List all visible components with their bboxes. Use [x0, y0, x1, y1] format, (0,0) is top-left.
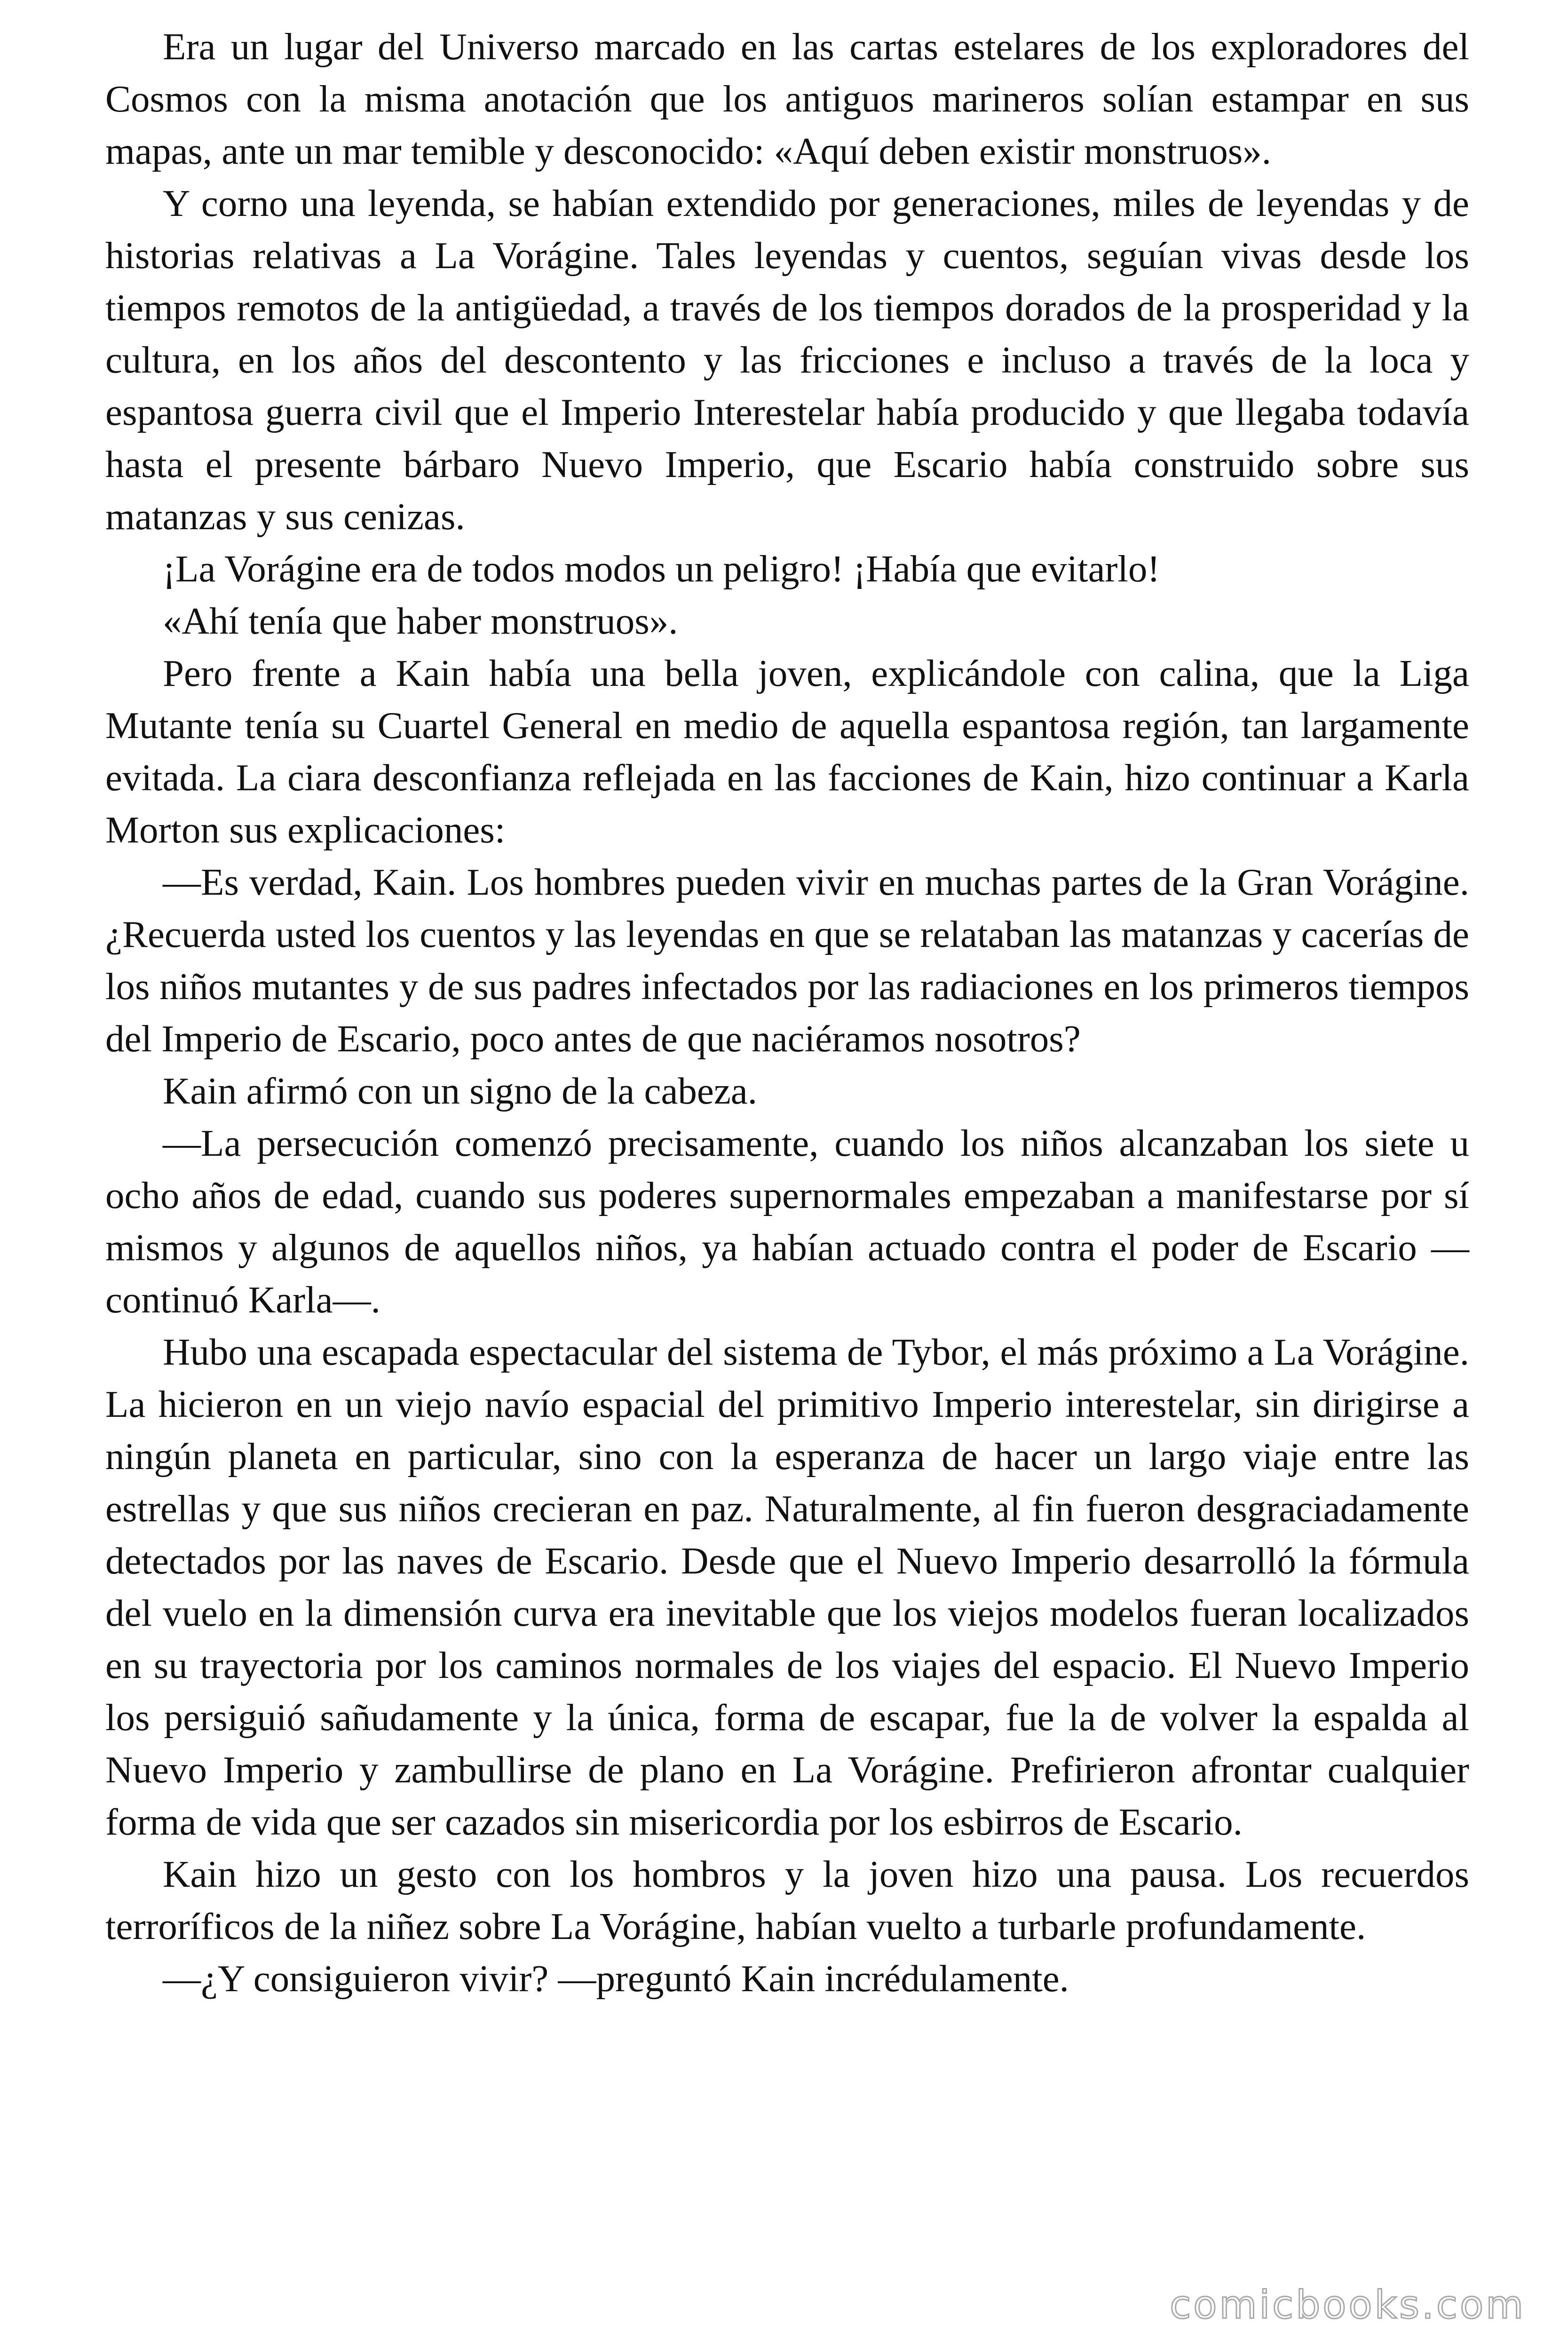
document-page [105, 21, 1469, 2307]
paragraph-9: Hubo una escapada espectacular del sistema de Tybor, el más próximo a La Vorágine. La hicieron en un viejo navío espacial del primitivo Imperio interestelar, sin dirigirse a ningún planeta en particular, sino con la esperanza de hacer un largo viaje entre las estrellas y que sus niños crecieran en paz. Naturalmente, al fin fueron desgraciadamente detectados por las naves de Escario. Desde que el Nuevo Imperio desarrolló la fórmula del vuelo en la dimensión curva era inevitable que los viejos modelos fueran localizados en su trayectoria por los caminos normales de los viajes del espacio. El Nuevo Imperio los persiguió sañudamente y la única, forma de escapar, fue la de volver la espalda al Nuevo Imperio y zambullirse de plano en La Vorágine. Prefirieron afrontar cualquier forma de vida que ser cazados sin misericordia por los esbirros de Escario. [105, 1331, 1469, 1843]
paragraph-5: Pero frente a Kain había una bella joven, explicándole con calina, que la Liga Mutante tenía su Cuartel General en medio de aquella espantosa región, tan largamente evitada. La ciara desconfianza reflejada en las facciones de Kain, hizo continuar a Karla Morton sus explicaciones: [105, 652, 1469, 851]
paragraph-11: —¿Y consiguieron vivir? —preguntó Kain incrédulamente. [163, 1957, 1069, 2000]
paragraph-7: Kain afirmó con un signo de la cabeza. [163, 1070, 758, 1112]
paragraph-8: —La persecución comenzó precisamente, cuando los niños alcanzaban los siete u ocho años de edad, cuando sus poderes supernormales empezaban a manifestarse por sí mismos y algunos de aquellos niños, ya habían actuado contra el poder de Escario —continuó Karla—. [105, 1122, 1469, 1321]
paragraph-6: —Es verdad, Kain. Los hombres pueden vivir en muchas partes de la Gran Vorágine. ¿Recuerda usted los cuentos y las leyendas en que se relataban las matanzas y cacerías de los niños mutantes y de sus padres infectados por las radiaciones en los primeros tiempos del Imperio de Escario, poco antes de que naciéramos nosotros? [105, 861, 1469, 1060]
paragraph-4: «Ahí tenía que haber monstruos». [163, 600, 678, 642]
paragraph-10: Kain hizo un gesto con los hombros y la joven hizo una pausa. Los recuerdos terroríficos de la niñez sobre La Vorágine, habían vuelto a turbarle profundamente. [105, 1853, 1469, 1947]
watermark-text: comicbooks.com [1170, 2283, 1526, 2328]
paragraph-2: Y corno una leyenda, se habían extendido por generaciones, miles de leyendas y de historias relativas a La Vorágine. Tales leyendas y cuentos, seguían vivas desde los tiempos remotos de la antigüedad, a través de los tiempos dorados de la prosperidad y la cultura, en los años del descontento y las fricciones e incluso a través de la loca y espantosa guerra civil que el Imperio Interestelar había producido y que llegaba todavía hasta el presente bárbaro Nuevo Imperio, que Escario había construido sobre sus matanzas y sus cenizas. [105, 182, 1469, 538]
paragraph-3: ¡La Vorágine era de todos modos un peligro! ¡Había que evitarlo! [163, 548, 1160, 590]
paragraph-1: Era un lugar del Universo marcado en las cartas estelares de los exploradores del Cosmos con la misma anotación que los antiguos marineros solían estampar en sus mapas, ante un mar temible y desconocido: «Aquí deben existir monstruos». [105, 25, 1469, 172]
